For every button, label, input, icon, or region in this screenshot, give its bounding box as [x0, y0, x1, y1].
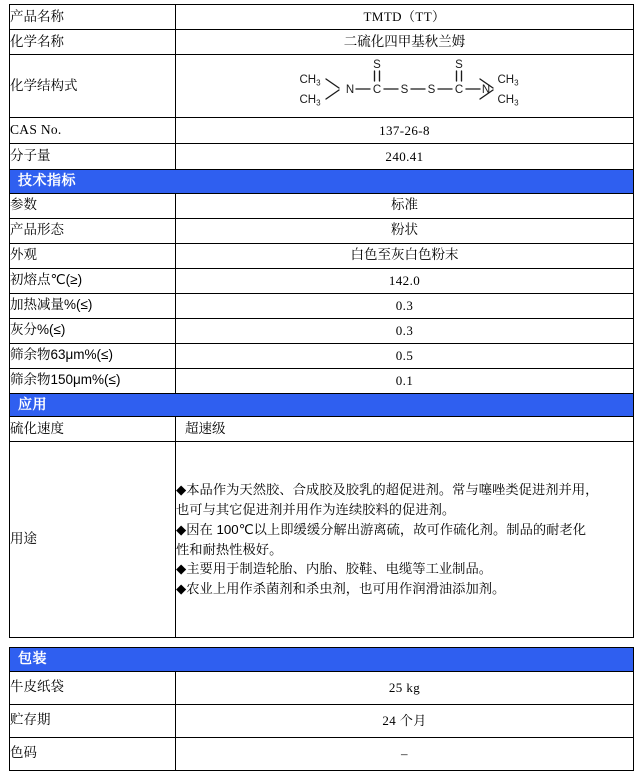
formula-atom-left-bottom: $CH_3$ — [298, 94, 321, 108]
row-value: 0.3 — [176, 318, 634, 343]
formula-atom-s-bridge-2: S — [427, 84, 435, 96]
row-label: 加热减量%(≤) — [10, 293, 176, 318]
formula-atom-s-double-left: S — [372, 59, 381, 71]
section-title-technical: 技术指标 — [10, 170, 633, 193]
usage-line: ◆因在 100℃以上即缓缓分解出游离硫，故可作硫化剂。制品的耐老化 — [176, 521, 587, 537]
table-row-cure-speed — [10, 417, 634, 442]
table-row — [10, 704, 634, 737]
spec-table — [9, 4, 634, 771]
row-label: 参数 — [10, 193, 176, 218]
formula-atom-right-top: $CH_3$ — [496, 74, 519, 88]
usage-line: 性和耐热性极好。 — [176, 541, 283, 557]
section-header-row-technical — [10, 170, 634, 194]
table-row-structure — [10, 55, 634, 118]
table-row — [10, 671, 634, 704]
usage-line: 也可与其它促进剂并用作为连续胶料的促进剂。 — [176, 501, 456, 517]
formula-atom-left-top: $CH_3$ — [298, 74, 321, 88]
row-value: 0.5 — [176, 343, 634, 368]
row-value: 粉状 — [176, 218, 634, 243]
row-value: 二硫化四甲基秋兰姆 — [176, 30, 634, 55]
table-row — [10, 343, 634, 368]
spacer-cell-left — [10, 638, 176, 648]
row-value: 137-26-8 — [176, 118, 634, 144]
table-row — [10, 5, 634, 30]
section-title-packaging: 包装 — [10, 648, 633, 671]
table-row — [10, 243, 634, 268]
row-label: 化学名称 — [10, 30, 176, 55]
row-value: TMTD（TT） — [176, 5, 634, 30]
usage-text-cell — [176, 442, 634, 638]
row-value: 142.0 — [176, 268, 634, 293]
table-row — [10, 368, 634, 393]
row-label: 初熔点℃(≥) — [10, 268, 176, 293]
formula-atom-c-right: C — [454, 84, 463, 96]
section-header-cell — [10, 393, 634, 417]
row-label: 牛皮纸袋 — [10, 671, 176, 704]
spec-table-body — [10, 5, 634, 771]
row-value: – — [176, 737, 634, 770]
table-row — [10, 193, 634, 218]
table-row — [10, 737, 634, 770]
formula-atom-right-bottom: $CH_3$ — [496, 94, 519, 108]
formula-atom-c-left: C — [372, 84, 381, 96]
row-label: 产品形态 — [10, 218, 176, 243]
chemical-structure-cell — [176, 55, 634, 118]
row-value: 白色至灰白色粉末 — [176, 243, 634, 268]
table-row-usage — [10, 442, 634, 638]
section-title-application: 应用 — [10, 394, 633, 417]
spacer-cell-right — [176, 638, 634, 648]
formula-atom-s-bridge-1: S — [400, 84, 408, 96]
table-row — [10, 30, 634, 55]
table-row — [10, 293, 634, 318]
row-value: 标准 — [176, 193, 634, 218]
row-value: 25 kg — [176, 671, 634, 704]
row-value: 0.3 — [176, 293, 634, 318]
chemical-structure-diagram — [280, 55, 530, 117]
usage-line: ◆农业上用作杀菌剂和杀虫剂，也可用作润滑油添加剂。 — [176, 581, 506, 597]
usage-line: ◆主要用于制造轮胎、内胎、胶鞋、电缆等工业制品。 — [176, 561, 493, 577]
table-row — [10, 144, 634, 170]
row-label: 化学结构式 — [10, 55, 176, 118]
row-value: 240.41 — [176, 144, 634, 170]
table-row — [10, 218, 634, 243]
section-header-cell — [10, 170, 634, 194]
row-label: 筛余物150μm%(≤) — [10, 368, 176, 393]
formula-atom-n-right: N — [481, 84, 490, 96]
row-label: 硫化速度 — [10, 417, 176, 442]
table-row — [10, 118, 634, 144]
section-header-row-packaging — [10, 648, 634, 672]
row-label: 筛余物63μm%(≤) — [10, 343, 176, 368]
row-label: 产品名称 — [10, 5, 176, 30]
section-spacer — [10, 638, 634, 648]
row-label: 色码 — [10, 737, 176, 770]
row-value: 超速级 — [176, 417, 634, 442]
formula-atom-n-left: N — [345, 84, 354, 96]
row-label: 贮存期 — [10, 704, 176, 737]
section-header-cell — [10, 648, 634, 672]
formula-atom-s-double-right: S — [454, 59, 463, 71]
table-row — [10, 268, 634, 293]
row-label: 分子量 — [10, 144, 176, 170]
row-label: 外观 — [10, 243, 176, 268]
row-value: 0.1 — [176, 368, 634, 393]
row-label: CAS No. — [10, 118, 176, 144]
table-row — [10, 318, 634, 343]
usage-line: ◆本品作为天然胶、合成胶及胶乳的超促进剂。常与噻唑类促进剂并用， — [176, 481, 599, 497]
row-label: 灰分%(≤) — [10, 318, 176, 343]
row-value: 24 个月 — [176, 704, 634, 737]
section-header-row-application — [10, 393, 634, 417]
row-label: 用途 — [10, 442, 176, 638]
